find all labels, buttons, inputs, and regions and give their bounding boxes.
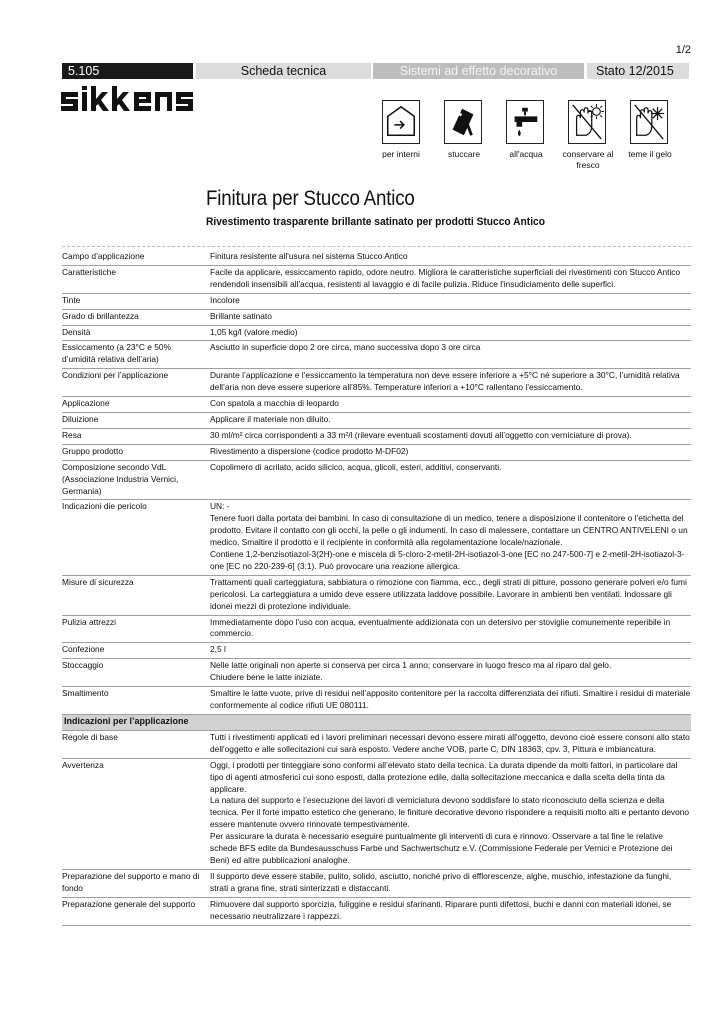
row-label: Composizione secondo VdL (Associazione Industria Vernici, Germania) bbox=[62, 460, 206, 500]
row-label: Resa bbox=[62, 428, 206, 444]
sikkens-logo bbox=[60, 86, 210, 114]
system-category: Sistemi ad effetto decorativo bbox=[373, 63, 584, 79]
page-number: 1/2 bbox=[675, 44, 691, 56]
row-value: Il supporto deve essere stabile, pulito, solido, asciutto, nonché privo di efflorescenze, alghe, muschio, infestazione da funghi, strati a grana fine, strati sinterizzati e distaccanti. bbox=[206, 869, 691, 897]
icon-label: teme il gelo bbox=[628, 149, 672, 159]
icon-label: stuccare bbox=[447, 149, 481, 159]
row-value: Trattamenti quali carteggiatura, sabbiatura o rimozione con fiamma, ecc., degli strati di pitture, possono generare polveri e/o fumi pericolosi. La carteggiatura a umido deve essere utilizzata laddove possibile. Lavorare in ambienti ben ventilati. Indossare gli idonei mezzi di protezione individuale. bbox=[206, 575, 691, 615]
table-row bbox=[62, 659, 691, 687]
water-tap-icon bbox=[506, 100, 544, 144]
table-row bbox=[62, 293, 691, 309]
row-value: Facile da applicare, essiccamento rapido, odore neutro. Migliora le caratteristiche superficiali dei rivestimenti con Stucco Antico rendendoli insensibili all'acqua, resistenti al lavaggio e di facile pulizia. Riduce l'insudiciamento delle superfici. bbox=[206, 265, 691, 293]
icon-label: all'acqua bbox=[509, 149, 543, 159]
row-label: Preparazione generale del supporto bbox=[62, 897, 206, 925]
row-label: Essiccamento (a 23°C e 50% d’umidità relativa dell’aria) bbox=[62, 341, 206, 369]
row-value: Rimuovere dal supporto sporcizia, fuliggine e residui sfarinanti. Riparare punti difettosi, buchi e danni con materiali idonei, se necessario neutralizzare i rappezzi. bbox=[206, 897, 691, 925]
plaster-icon bbox=[444, 100, 482, 144]
indoor-use-icon bbox=[382, 100, 420, 144]
row-value: 1,05 kg/l (valore medio) bbox=[206, 325, 691, 341]
row-label: Preparazione del supporto e mano di fondo bbox=[62, 869, 206, 897]
table-row bbox=[62, 265, 691, 293]
row-label: Misure di sicurezza bbox=[62, 575, 206, 615]
table-row bbox=[62, 643, 691, 659]
row-label: Campo d’applicazione bbox=[62, 250, 206, 265]
row-value: Nelle latte originali non aperte si conserva per circa 1 anno; conservare in luogo fresco ma al riparo dal gelo. Chiudere bene le latte iniziate. bbox=[206, 659, 691, 687]
table-row bbox=[62, 444, 691, 460]
row-value: Applicare il materiale non diluito. bbox=[206, 412, 691, 428]
row-value: Finitura resistente all'usura nel sistema Stucco Antico bbox=[206, 250, 691, 265]
row-label: Pulizia attrezzi bbox=[62, 615, 206, 643]
frost-sensitive-icon bbox=[630, 100, 668, 144]
row-value: Copolimero di acrilato, acido silicico, acqua, glicoli, esteri, additivi, conservanti. bbox=[206, 460, 691, 500]
table-row bbox=[62, 500, 691, 575]
row-label: Smaltimento bbox=[62, 687, 206, 715]
row-label: Grado di brillantezza bbox=[62, 309, 206, 325]
row-value: 2,5 l bbox=[206, 643, 691, 659]
row-value: Tutti i rivestimenti applicati ed i lavori preliminari necessari devono essere mirati all'oggetto, devono cioè essere consoni allo stato dell'oggetto e alle sollecitazioni cui sarà esposto. Vedere anche VOB, parte C, DIN 18363, cpv. 3, Pittura e imbiancatura. bbox=[206, 730, 691, 758]
row-value: Smaltire le latte vuote, prive di residui nell’apposito contenitore per la raccolta differenziata dei rifiuti. Smaltire i residui di materiale conformemente al codice rifiuti UE 080111. bbox=[206, 687, 691, 715]
table-row bbox=[62, 575, 691, 615]
row-value: Rivestimento a dispersione (codice prodotto M-DF02) bbox=[206, 444, 691, 460]
table-row bbox=[62, 250, 691, 265]
table-row bbox=[62, 897, 691, 925]
application-table bbox=[62, 715, 691, 926]
icon-label: conservare al fresco bbox=[562, 149, 614, 170]
table-row bbox=[62, 730, 691, 758]
row-label: Condizioni per l’applicazione bbox=[62, 369, 206, 397]
icon-label: per interni bbox=[382, 149, 420, 159]
table-row bbox=[62, 341, 691, 369]
doc-code: 5.105 bbox=[62, 63, 193, 79]
table-row bbox=[62, 309, 691, 325]
table-row bbox=[62, 687, 691, 715]
table-row bbox=[62, 369, 691, 397]
doc-type: Scheda tecnica bbox=[196, 63, 371, 79]
row-value: Incolore bbox=[206, 293, 691, 309]
row-label: Stoccaggio bbox=[62, 659, 206, 687]
table-row bbox=[62, 428, 691, 444]
table-row bbox=[62, 869, 691, 897]
row-label: Avvertenza bbox=[62, 758, 206, 869]
row-label: Caratteristiche bbox=[62, 265, 206, 293]
row-label: Applicazione bbox=[62, 397, 206, 413]
row-label: Indicazioni die pericolo bbox=[62, 500, 206, 575]
row-label: Diluizione bbox=[62, 412, 206, 428]
section-header bbox=[62, 715, 691, 730]
keep-cool-icon bbox=[568, 100, 606, 144]
row-value: 30 ml/m² circa corrispondenti a 33 m²/l (rilevare eventuali scostamenti dovuti all’oggetto con verniciature di prova). bbox=[206, 428, 691, 444]
product-title: Finitura per Stucco Antico bbox=[206, 186, 415, 210]
row-value: Oggi, i prodotti per tinteggiare sono conformi all’elevato stato della tecnica. La durata dipende da molti fattori, in particolare dal tipo di agenti atmosferici cui sono esposti, dalla protezione edile, dalla sollecitazione meccanica e dalla scelta della tinta da applicare. La natura del supporto e l’esecuzione dei lavori di verniciatura devono soddisfare lo stato riconosciuto della scienza e della tecnica. Per il forte impatto estetico che generano, le finiture decorative devono rispondere a requisiti molto alti e pertanto devono essere mantenute ovvero rinnovate tempestivamente. Per assicurare la durata è necessario eseguire puntualmente gli interventi di cura e rinnovo. Osservare a tal fine le relative schede BFS edite da Bundesausschuss Farbe und Sachwertschutz e.V. (Commissione Federale per Vernici e Protezione dei Beni) ed altre pubblicazioni analoghe. bbox=[206, 758, 691, 869]
row-label: Tinte bbox=[62, 293, 206, 309]
row-value: Immediatamente dopo l'uso con acqua, eventualmente addizionata con un detersivo per stoviglie comunemente reperibile in commercio. bbox=[206, 615, 691, 643]
table-row bbox=[62, 758, 691, 869]
row-label: Confezione bbox=[62, 643, 206, 659]
row-label: Densità bbox=[62, 325, 206, 341]
row-value: UN: - Tenere fuori dalla portata dei bambini. In caso di consultazione di un medico, tenere a disposizione il contenitore o l’etichetta del prodotto. Evitare il contatto con gli occhi, la pelle o gli indumenti. In caso di malessere, contattare un CENTRO ANTIVELENI o un medico. Smaltire il prodotto e il recipiente in conformità alla regolamentazione locale/nazionale. Contiene 1,2-benzisotiazol-3(2H)-one e miscela di 5-cloro-2-metil-2H-isotiazol-3-one [EC no 247-500-7] e 2-metil-2H-isotiazol-3-one [EC no 220-239-6] (3:1). Può provocare una reazione allergica. bbox=[206, 500, 691, 575]
row-value: Durante l’applicazione e l’essiccamento la temperatura non deve essere inferiore a +5°C né superiore a 30°C, l’umidità relativa dell’aria non deve essere superiore all’85%. Temperature inferiori a +10°C rallentano l’essiccamento. bbox=[206, 369, 691, 397]
table-row bbox=[62, 615, 691, 643]
row-value: Asciutto in superficie dopo 2 ore circa, mano successiva dopo 3 ore circa bbox=[206, 341, 691, 369]
spec-table bbox=[62, 250, 691, 715]
product-subtitle: Rivestimento trasparente brillante satinato per prodotti Stucco Antico bbox=[206, 216, 545, 228]
revision-status: Stato 12/2015 bbox=[587, 63, 689, 79]
row-label: Gruppo prodotto bbox=[62, 444, 206, 460]
row-label: Regole di base bbox=[62, 730, 206, 758]
divider bbox=[62, 246, 691, 247]
row-value: Brillante satinato bbox=[206, 309, 691, 325]
section-heading: Indicazioni per l’applicazione bbox=[62, 715, 691, 730]
table-row bbox=[62, 412, 691, 428]
table-row bbox=[62, 460, 691, 500]
row-value: Con spatola a macchia di leopardo bbox=[206, 397, 691, 413]
table-row bbox=[62, 325, 691, 341]
table-row bbox=[62, 397, 691, 413]
